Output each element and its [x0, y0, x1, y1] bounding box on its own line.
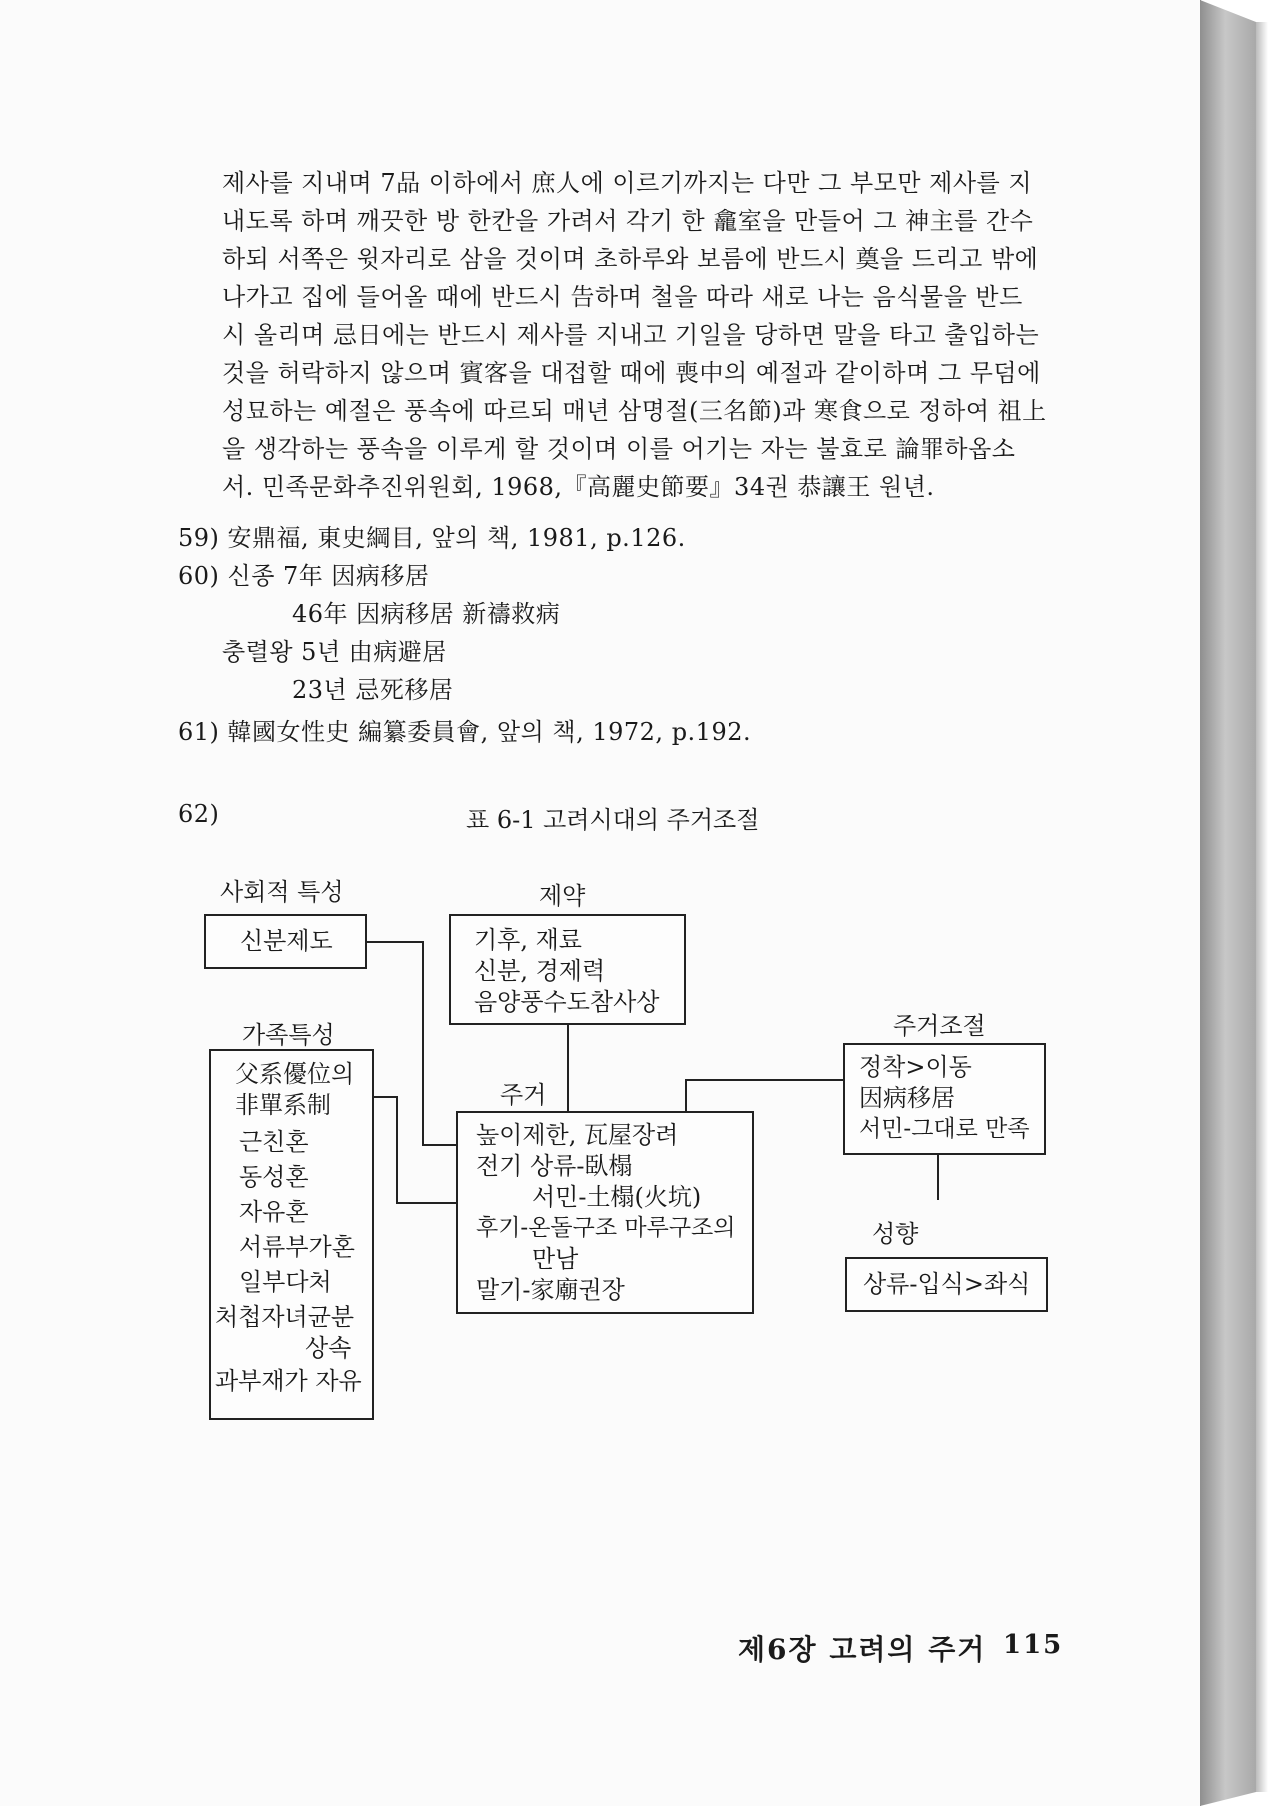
box-text: 근친혼	[239, 1128, 309, 1156]
box-housing	[456, 1111, 754, 1314]
box-text: 상속	[305, 1334, 352, 1362]
body-line: 제사를 지내며 7品 이하에서 庶人에 이르기까지는 다만 그 부모만 제사를 지	[222, 169, 1033, 197]
box-text: 因病移居	[859, 1084, 955, 1112]
page-shadow	[1256, 22, 1268, 1792]
box-text: 상류-입식>좌식	[863, 1270, 1031, 1298]
box-text: 서민-土榻(火坑)	[532, 1183, 702, 1211]
body-line: 서. 민족문화추진위원회, 1968,『高麗史節要』34권 恭讓王 원년.	[222, 473, 935, 501]
box-housing-adjustment	[843, 1043, 1046, 1155]
body-line: 내도록 하며 깨끗한 방 한칸을 가려서 각기 한 龕室을 만들어 그 神主를 간수	[222, 207, 1034, 235]
connector-social-housing	[367, 942, 456, 1145]
box-text: 전기 상류-臥榻	[476, 1152, 633, 1180]
box-family	[209, 1049, 374, 1420]
box-text: 정착>이동	[859, 1053, 972, 1081]
label-housing-adjustment: 주거조절	[893, 1012, 986, 1040]
footnote-61: 61) 韓國女性史 編纂委員會, 앞의 책, 1972, p.192.	[178, 718, 752, 746]
box-trend	[845, 1257, 1048, 1312]
label-constraint: 제약	[539, 882, 586, 910]
body-line: 하되 서쪽은 윗자리로 삼을 것이며 초하루와 보름에 반드시 奠을 드리고 밖에	[222, 245, 1039, 273]
connector-family-housing	[374, 1097, 456, 1203]
box-text: 非單系制	[235, 1091, 331, 1119]
running-footer-chapter: 제6장 고려의 주거	[738, 1633, 987, 1666]
box-text: 서류부가혼	[239, 1233, 355, 1261]
box-text: 만남	[532, 1245, 579, 1273]
box-text: 동성혼	[239, 1163, 309, 1191]
box-text: 신분, 경제력	[474, 957, 606, 985]
footnote-60: 60) 신종 7年 因病移居	[178, 562, 430, 590]
body-line: 성묘하는 예절은 풍속에 따르되 매년 삼명절(三名節)과 寒食으로 정하여 祖上	[222, 397, 1047, 425]
box-text: 처첩자녀균분	[215, 1303, 355, 1331]
footnote-60-line-4: 23년 忌死移居	[292, 676, 454, 704]
box-text: 높이제한, 瓦屋장려	[476, 1121, 679, 1149]
box-text: 신분제도	[240, 927, 333, 955]
footnote-60-line-2: 46年 因病移居 新禱救病	[292, 600, 561, 628]
box-text: 말기-家廟권장	[476, 1276, 625, 1304]
box-text: 일부다처	[239, 1268, 332, 1296]
page-number: 115	[1003, 1630, 1064, 1660]
label-family-characteristics: 가족특성	[242, 1021, 335, 1049]
footnote-60-line-3: 충렬왕 5년 由病避居	[222, 638, 447, 666]
connector-housing-adjust	[686, 1080, 843, 1113]
box-constraint	[449, 914, 686, 1025]
box-text: 과부재가 자유	[215, 1367, 362, 1395]
box-text: 음양풍수도참사상	[474, 988, 660, 1016]
page-edge	[1200, 0, 1256, 1806]
label-social-characteristics: 사회적 특성	[220, 878, 344, 906]
body-line: 을 생각하는 풍속을 이루게 할 것이며 이를 어기는 자는 불효로 論罪하옵소	[222, 435, 1016, 463]
box-social-status	[204, 914, 367, 969]
body-line: 나가고 집에 들어올 때에 반드시 告하며 철을 따라 새로 나는 음식물을 반드	[222, 283, 1023, 311]
label-trend: 성향	[872, 1220, 919, 1248]
box-text: 父系優位의	[235, 1060, 355, 1088]
footnote-59: 59) 安鼎福, 東史綱目, 앞의 책, 1981, p.126.	[178, 524, 686, 552]
box-text: 후기-온돌구조 마루구조의	[476, 1215, 736, 1241]
box-text: 자유혼	[239, 1198, 309, 1226]
table-caption: 표 6-1 고려시대의 주거조절	[466, 806, 760, 834]
footnote-62: 62)	[178, 800, 220, 828]
box-text: 기후, 재료	[474, 926, 582, 954]
body-line: 시 올리며 忌日에는 반드시 제사를 지내고 기일을 당하면 말을 타고 출입하는	[222, 321, 1040, 349]
label-housing: 주거	[500, 1081, 547, 1109]
body-line: 것을 허락하지 않으며 賓客을 대접할 때에 喪中의 예절과 같이하며 그 무덤에	[222, 359, 1041, 387]
box-text: 서민-그대로 만족	[859, 1116, 1030, 1142]
